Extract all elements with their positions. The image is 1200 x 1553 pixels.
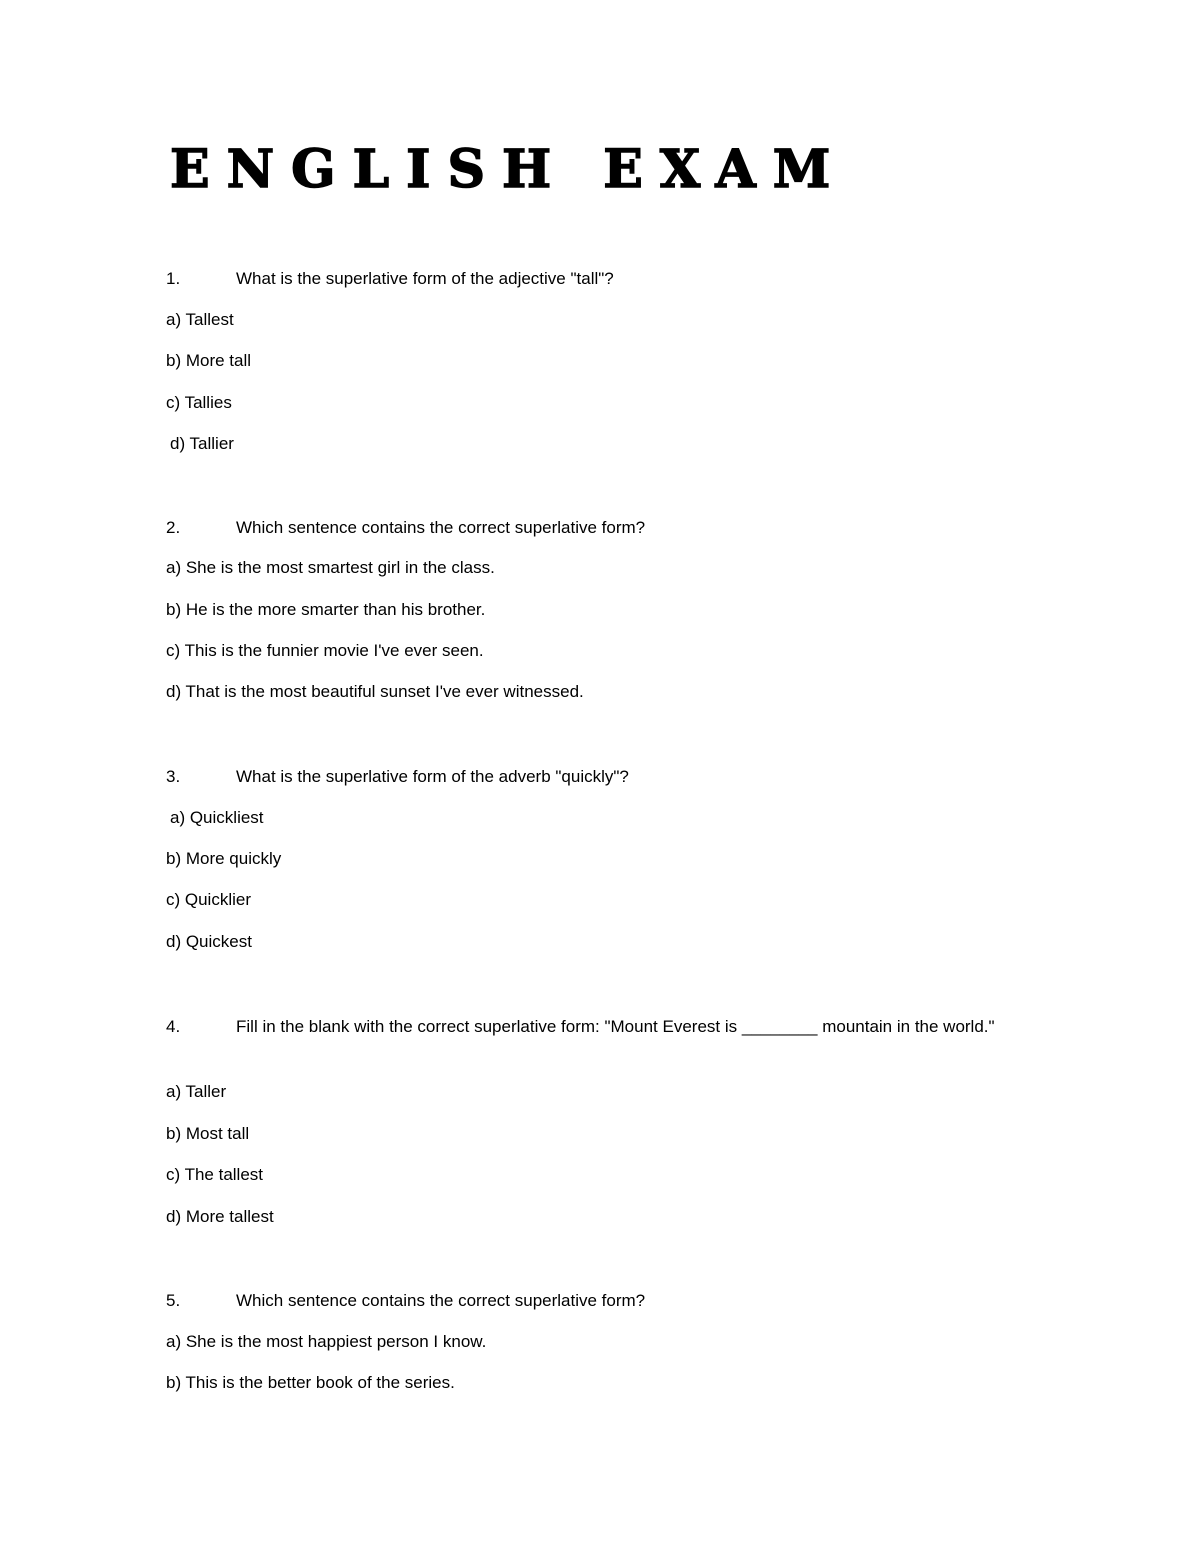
option-4b: b) Most tall — [166, 1124, 250, 1143]
option-4a: a) Taller — [166, 1082, 227, 1101]
question-number: 5. — [166, 1291, 181, 1310]
option-4d: d) More tallest — [166, 1207, 274, 1226]
option-2b: b) He is the more smarter than his brother. — [166, 600, 486, 619]
question-text: What is the superlative form of the adverb "quickly"? — [236, 767, 629, 786]
question-text: What is the superlative form of the adjective "tall"? — [236, 269, 614, 288]
question-4 — [166, 1014, 1026, 1039]
option-2a: a) She is the most smartest girl in the class. — [166, 558, 495, 577]
question-text: Fill in the blank with the correct superlative form: "Mount Everest is ________ mountain in the world." — [236, 1017, 995, 1036]
option-4c: c) The tallest — [166, 1165, 264, 1184]
option-1a: a) Tallest — [166, 310, 234, 329]
question-3 — [166, 764, 1026, 789]
question-number: 4. — [166, 1017, 181, 1036]
option-5a: a) She is the most happiest person I know. — [166, 1332, 487, 1351]
question-1 — [166, 266, 1026, 291]
exam-title: ENGLISH EXAM — [170, 139, 848, 200]
option-1d: d) Tallier — [170, 434, 234, 453]
question-number: 2. — [166, 518, 181, 537]
option-1c: c) Tallies — [166, 393, 232, 412]
question-text: Which sentence contains the correct superlative form? — [236, 1291, 646, 1310]
question-number: 3. — [166, 767, 181, 786]
question-5 — [166, 1288, 1026, 1313]
option-3b: b) More quickly — [166, 849, 282, 868]
option-5b: b) This is the better book of the series. — [166, 1373, 455, 1392]
question-2 — [166, 515, 1026, 540]
option-3c: c) Quicklier — [166, 890, 252, 909]
option-2d: d) That is the most beautiful sunset I've ever witnessed. — [166, 682, 584, 701]
option-2c: c) This is the funnier movie I've ever seen. — [166, 641, 484, 660]
question-text: Which sentence contains the correct superlative form? — [236, 518, 646, 537]
option-3d: d) Quickest — [166, 932, 252, 951]
option-1b: b) More tall — [166, 351, 252, 370]
option-3a: a) Quickliest — [170, 808, 264, 827]
question-number: 1. — [166, 269, 181, 288]
